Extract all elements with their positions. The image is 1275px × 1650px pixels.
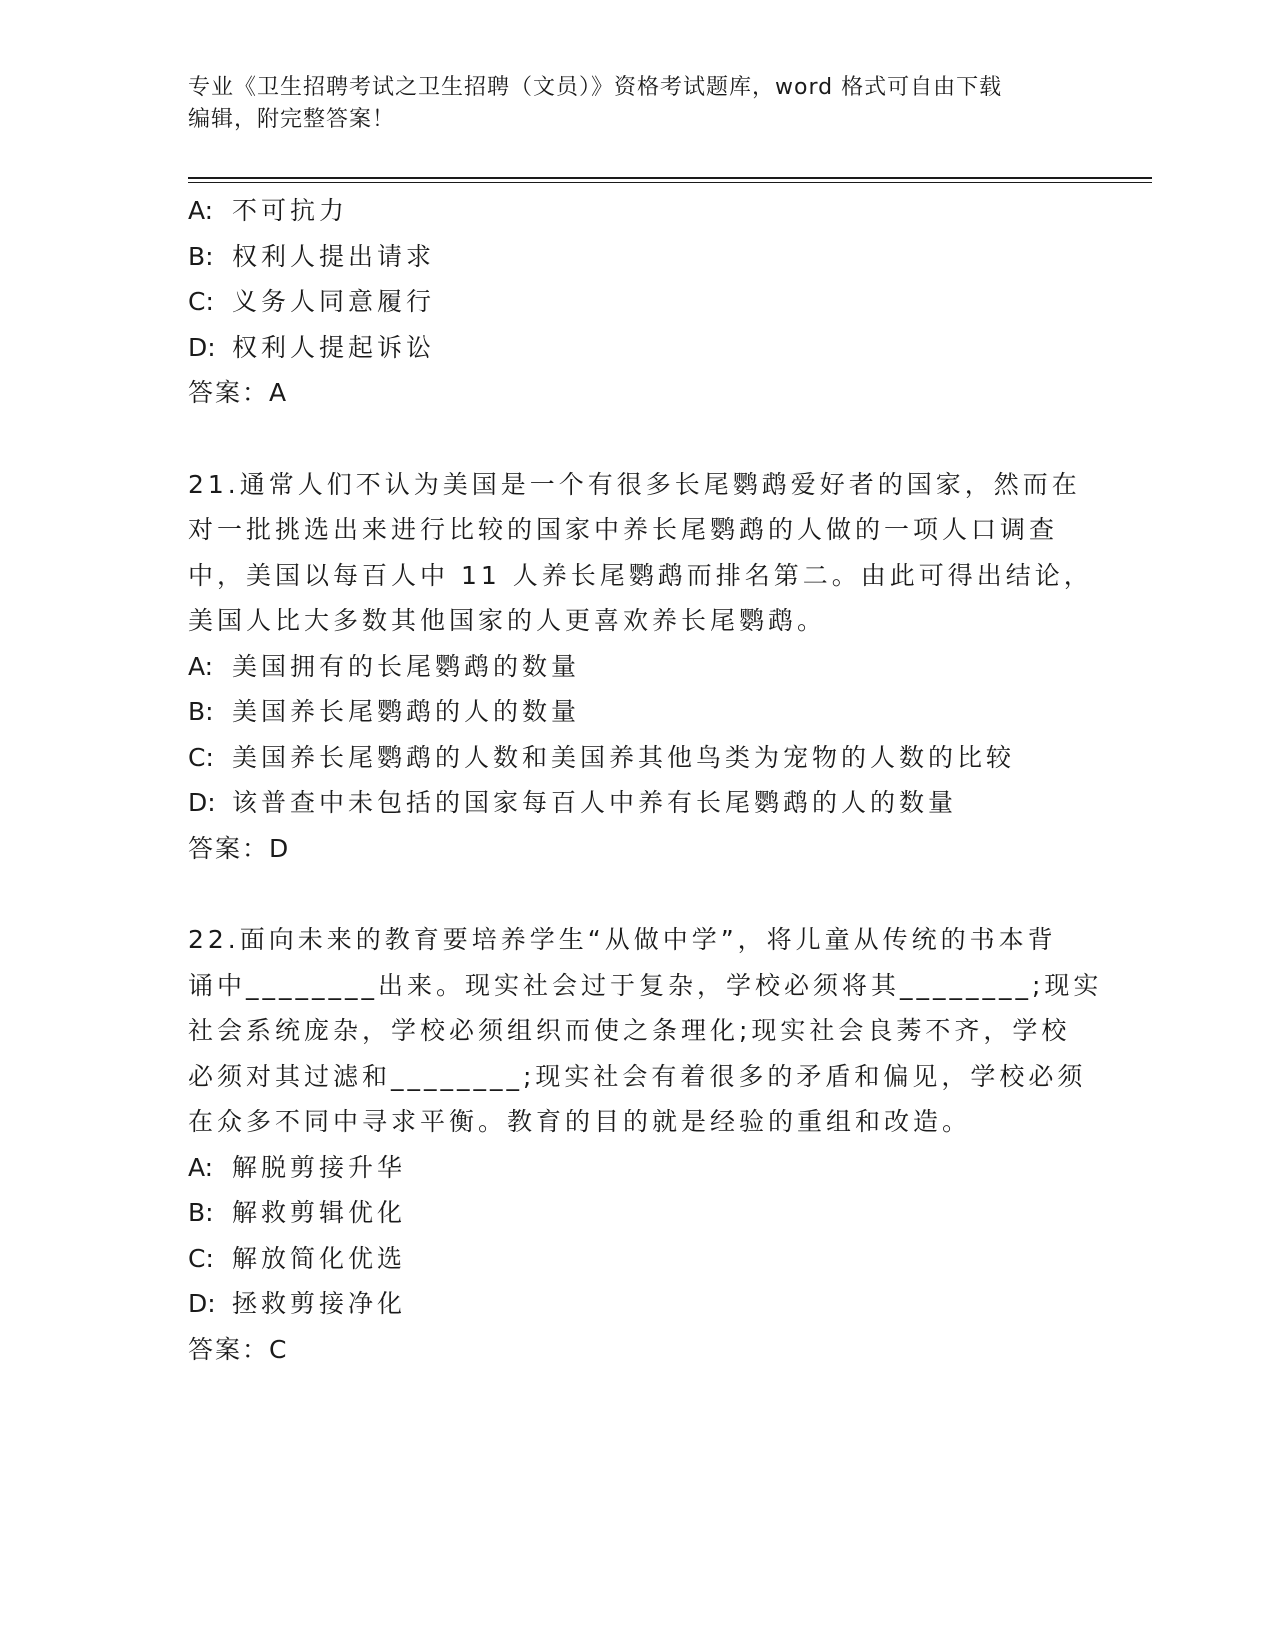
question-list: [188, 188, 1103, 1372]
answer-label: 答案：C: [188, 1334, 289, 1364]
stem-line: 社会系统庞杂，学校必须组织而使之条理化;现实社会良莠不齐，学校: [188, 1016, 1071, 1045]
document-header: [188, 72, 1088, 136]
header-line-1: 专业《卫生招聘考试之卫生招聘（文员）》资格考试题库，word 格式可自由下载: [188, 75, 1003, 100]
question-20: [188, 188, 1088, 416]
header-divider-thick: [188, 177, 1152, 179]
option-c: C: 美国养长尾鹦鹉的人数和美国养其他鸟类为宠物的人数的比较: [188, 742, 1016, 772]
stem-line: 诵中________出来。现实社会过于复杂，学校必须将其________;现实: [188, 970, 1103, 1000]
option-b: B: 解救剪辑优化: [188, 1198, 407, 1227]
stem-line: 中，美国以每百人中 11 人养长尾鹦鹉而排名第二。由此可得出结论，: [188, 560, 1093, 590]
stem-line: 在众多不同中寻求平衡。教育的目的就是经验的重组和改造。: [188, 1107, 972, 1136]
answer-label: 答案：D: [188, 833, 291, 863]
option-d: D: 拯救剪接净化: [188, 1289, 407, 1318]
question-stem: [188, 462, 1093, 644]
stem-line: 必须对其过滤和________;现实社会有着很多的矛盾和偏见，学校必须: [188, 1061, 1087, 1091]
stem-line: 21.通常人们不认为美国是一个有很多长尾鹦鹉爱好者的国家，然而在: [188, 469, 1081, 499]
option-d: D: 权利人提起诉讼: [188, 332, 436, 362]
option-a: A: 解脱剪接升华: [188, 1152, 407, 1182]
option-b: B: 权利人提出请求: [188, 241, 436, 271]
option-a: A: 不可抗力: [188, 196, 349, 225]
option-c: C: 义务人同意履行: [188, 287, 436, 316]
option-a: A: 美国拥有的长尾鹦鹉的数量: [188, 651, 581, 681]
header-divider-thin: [188, 182, 1152, 183]
spacer: [188, 871, 1088, 917]
stem-line: 美国人比大多数其他国家的人更喜欢养长尾鹦鹉。: [188, 606, 827, 635]
spacer: [188, 416, 1088, 462]
answer-label: 答案：A: [188, 378, 289, 407]
header-line-2: 编辑，附完整答案！: [188, 107, 396, 132]
question-stem: [188, 917, 1103, 1145]
option-c: C: 解放简化优选: [188, 1243, 407, 1273]
stem-line: 对一批挑选出来进行比较的国家中养长尾鹦鹉的人做的一项人口调查: [188, 515, 1059, 544]
option-d: D: 该普查中未包括的国家每百人中养有长尾鹦鹉的人的数量: [188, 788, 958, 817]
stem-line: 22.面向未来的教育要培养学生“从做中学”，将儿童从传统的书本背: [188, 925, 1057, 954]
question-22: [188, 917, 1103, 1372]
option-b: B: 美国养长尾鹦鹉的人的数量: [188, 697, 581, 726]
question-21: [188, 462, 1093, 872]
